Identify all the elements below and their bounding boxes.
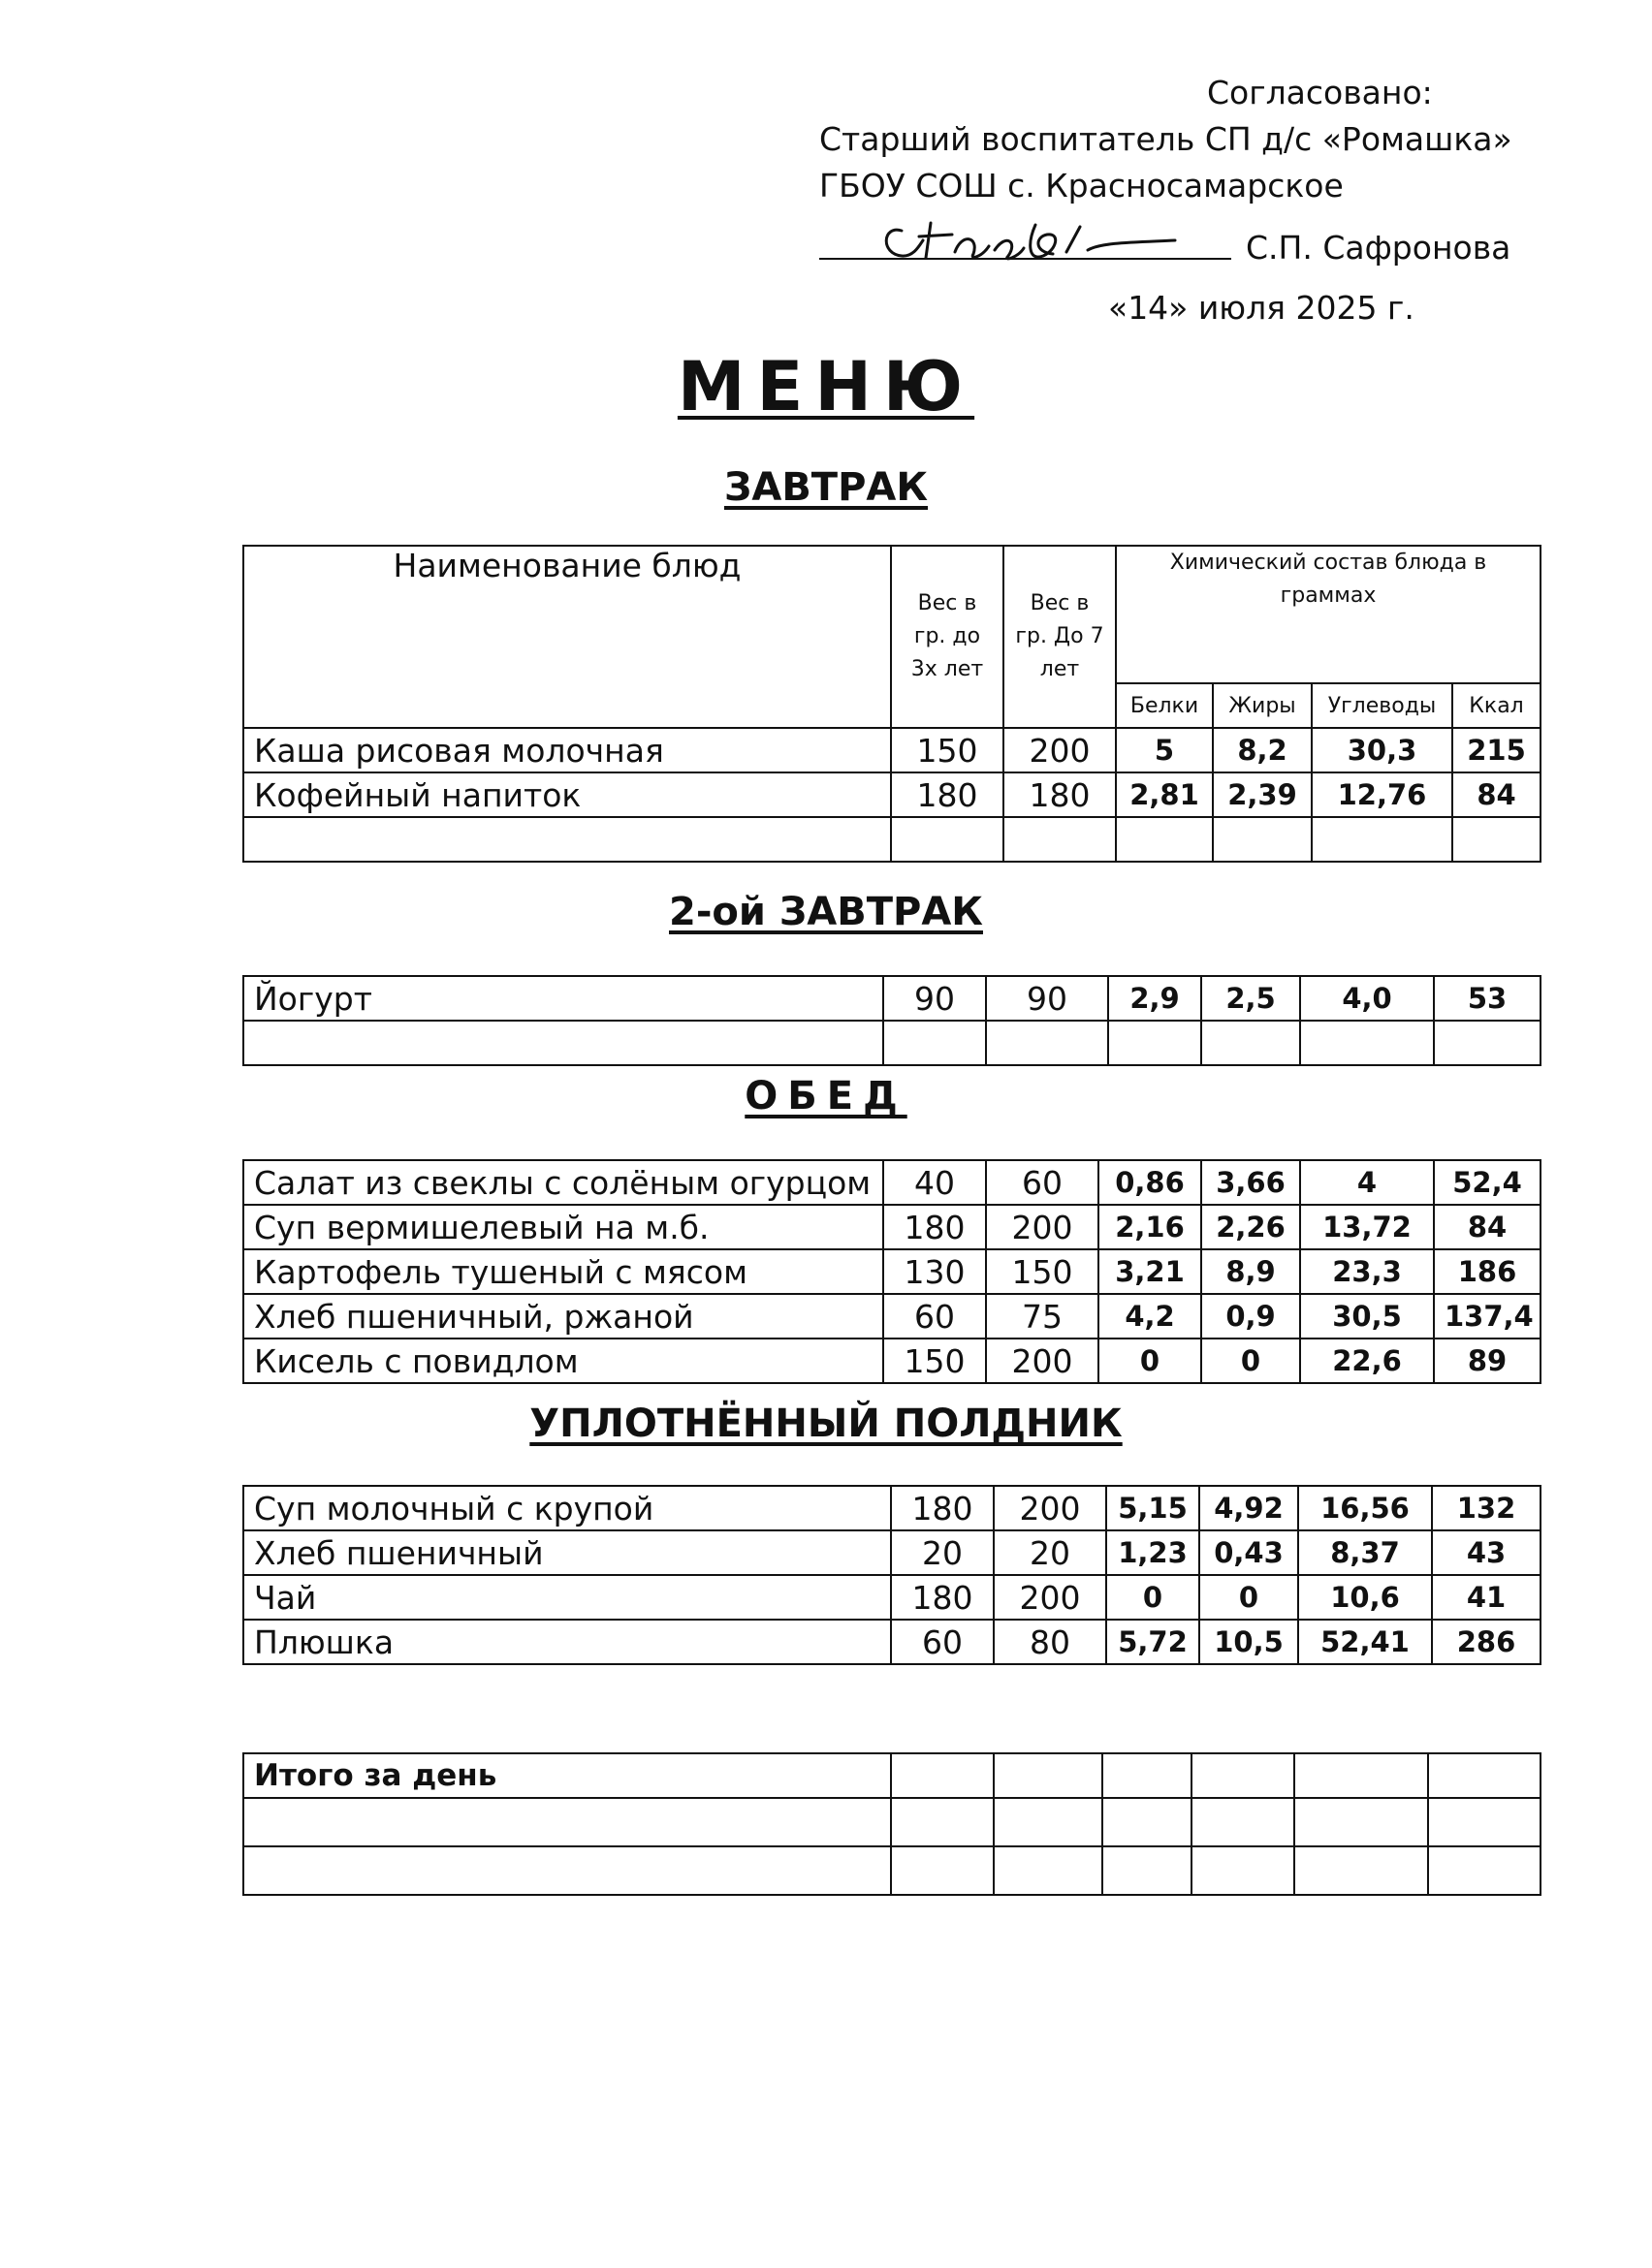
dish-name: Картофель тушеный с мясом: [243, 1249, 883, 1294]
carbs-value: 22,6: [1300, 1339, 1434, 1383]
kcal-value: 84: [1434, 1205, 1541, 1249]
dish-name: Хлеб пшеничный: [243, 1530, 891, 1575]
fat-value: 10,5: [1199, 1620, 1298, 1664]
table-row: [243, 976, 1541, 1021]
weight-7: 200: [1003, 728, 1116, 772]
weight-7: 75: [986, 1294, 1098, 1339]
breakfast2-table: [242, 975, 1541, 1066]
header-carbs: Углеводы: [1312, 683, 1452, 728]
header-chem-composition: Химический состав блюда в граммах: [1116, 546, 1541, 683]
weight-3: 150: [891, 728, 1003, 772]
fat-value: 8,2: [1213, 728, 1312, 772]
daily-total-table: [242, 1752, 1541, 1896]
protein-value: 5,72: [1106, 1620, 1199, 1664]
empty-row: [243, 817, 1541, 862]
protein-value: 4,2: [1098, 1294, 1201, 1339]
table-row: [243, 1249, 1541, 1294]
weight-3: 150: [883, 1339, 986, 1383]
weight-3: 130: [883, 1249, 986, 1294]
section-title-snack: УПЛОТНЁННЫЙ ПОЛДНИК: [529, 1402, 1123, 1446]
dish-name: Кофейный напиток: [243, 772, 891, 817]
table-row: [243, 772, 1541, 817]
fat-value: 8,9: [1201, 1249, 1300, 1294]
weight-3: 90: [883, 976, 986, 1021]
header-kcal: Ккал: [1452, 683, 1541, 728]
weight-3: 40: [883, 1160, 986, 1205]
kcal-value: 43: [1432, 1530, 1541, 1575]
header-weight-3: Вес в гр. до 3х лет: [891, 546, 1003, 728]
kcal-value: 52,4: [1434, 1160, 1541, 1205]
weight-7: 200: [986, 1205, 1098, 1249]
kcal-value: 286: [1432, 1620, 1541, 1664]
fat-value: 0: [1199, 1575, 1298, 1620]
fat-value: 0,43: [1199, 1530, 1298, 1575]
table-row: [243, 1294, 1541, 1339]
kcal-value: 215: [1452, 728, 1541, 772]
table-row: [243, 1339, 1541, 1383]
dish-name: Салат из свеклы с солёным огурцом: [243, 1160, 883, 1205]
weight-7: 180: [1003, 772, 1116, 817]
protein-value: 5,15: [1106, 1486, 1199, 1530]
approval-date: «14» июля 2025 г.: [1108, 289, 1414, 327]
weight-3: 20: [891, 1530, 994, 1575]
weight-3: 60: [883, 1294, 986, 1339]
approver-position: Старший воспитатель СП д/с «Ромашка»: [819, 120, 1512, 158]
weight-3: 180: [883, 1205, 986, 1249]
approver-organization: ГБОУ СОШ с. Красносамарское: [819, 167, 1344, 205]
carbs-value: 4,0: [1300, 976, 1434, 1021]
carbs-value: 4: [1300, 1160, 1434, 1205]
fat-value: 0: [1201, 1339, 1300, 1383]
fat-value: 0,9: [1201, 1294, 1300, 1339]
menu-title: МЕНЮ: [677, 347, 975, 426]
dish-name: Суп молочный с крупой: [243, 1486, 891, 1530]
protein-value: 2,9: [1108, 976, 1201, 1021]
dish-name: Кисель с повидлом: [243, 1339, 883, 1383]
protein-value: 0: [1106, 1575, 1199, 1620]
weight-7: 200: [986, 1339, 1098, 1383]
carbs-value: 10,6: [1298, 1575, 1432, 1620]
header-weight-7: Вес в гр. До 7 лет: [1003, 546, 1116, 728]
protein-value: 1,23: [1106, 1530, 1199, 1575]
empty-row: [243, 1798, 1541, 1846]
weight-7: 200: [994, 1486, 1106, 1530]
weight-7: 80: [994, 1620, 1106, 1664]
fat-value: 2,26: [1201, 1205, 1300, 1249]
kcal-value: 137,4: [1434, 1294, 1541, 1339]
protein-value: 0,86: [1098, 1160, 1201, 1205]
weight-3: 180: [891, 1575, 994, 1620]
weight-7: 90: [986, 976, 1108, 1021]
protein-value: 2,81: [1116, 772, 1213, 817]
carbs-value: 30,5: [1300, 1294, 1434, 1339]
signer-name: С.П. Сафронова: [1246, 229, 1511, 267]
weight-7: 60: [986, 1160, 1098, 1205]
fat-value: 3,66: [1201, 1160, 1300, 1205]
section-title-breakfast: ЗАВТРАК: [723, 465, 929, 510]
kcal-value: 84: [1452, 772, 1541, 817]
kcal-value: 41: [1432, 1575, 1541, 1620]
table-row: [243, 1753, 1541, 1798]
kcal-value: 53: [1434, 976, 1541, 1021]
dish-name: Плюшка: [243, 1620, 891, 1664]
fat-value: 4,92: [1199, 1486, 1298, 1530]
signature-row: [819, 213, 1511, 271]
weight-7: 200: [994, 1575, 1106, 1620]
carbs-value: 52,41: [1298, 1620, 1432, 1664]
section-title-breakfast2: 2-ой ЗАВТРАК: [669, 890, 983, 934]
carbs-value: 23,3: [1300, 1249, 1434, 1294]
table-row: [243, 1620, 1541, 1664]
carbs-value: 13,72: [1300, 1205, 1434, 1249]
approval-title: Согласовано:: [1207, 74, 1433, 111]
weight-7: 20: [994, 1530, 1106, 1575]
weight-3: 180: [891, 1486, 994, 1530]
carbs-value: 12,76: [1312, 772, 1452, 817]
table-row: [243, 1575, 1541, 1620]
table-row: [243, 1205, 1541, 1249]
header-fat: Жиры: [1213, 683, 1312, 728]
dish-name: Чай: [243, 1575, 891, 1620]
carbs-value: 8,37: [1298, 1530, 1432, 1575]
fat-value: 2,39: [1213, 772, 1312, 817]
table-row: [243, 1160, 1541, 1205]
table-row: [243, 728, 1541, 772]
empty-row: [243, 1021, 1541, 1065]
table-row: [243, 1530, 1541, 1575]
daily-total-label: Итого за день: [243, 1753, 891, 1798]
table-header-row: [243, 546, 1541, 683]
section-title-lunch: ОБЕД: [745, 1074, 907, 1118]
handwritten-signature: [873, 204, 1183, 271]
carbs-value: 30,3: [1312, 728, 1452, 772]
dish-name: Хлеб пшеничный, ржаной: [243, 1294, 883, 1339]
dish-name: Йогурт: [243, 976, 883, 1021]
kcal-value: 186: [1434, 1249, 1541, 1294]
lunch-table: [242, 1159, 1541, 1384]
weight-3: 180: [891, 772, 1003, 817]
protein-value: 3,21: [1098, 1249, 1201, 1294]
empty-row: [243, 1846, 1541, 1895]
table-row: [243, 1486, 1541, 1530]
fat-value: 2,5: [1201, 976, 1300, 1021]
snack-table: [242, 1485, 1541, 1665]
breakfast-table: [242, 545, 1541, 863]
weight-7: 150: [986, 1249, 1098, 1294]
protein-value: 0: [1098, 1339, 1201, 1383]
dish-name: Каша рисовая молочная: [243, 728, 891, 772]
dish-name: Суп вермишелевый на м.б.: [243, 1205, 883, 1249]
kcal-value: 89: [1434, 1339, 1541, 1383]
header-dish-name: Наименование блюд: [243, 546, 891, 728]
protein-value: 2,16: [1098, 1205, 1201, 1249]
protein-value: 5: [1116, 728, 1213, 772]
carbs-value: 16,56: [1298, 1486, 1432, 1530]
kcal-value: 132: [1432, 1486, 1541, 1530]
weight-3: 60: [891, 1620, 994, 1664]
header-protein: Белки: [1116, 683, 1213, 728]
